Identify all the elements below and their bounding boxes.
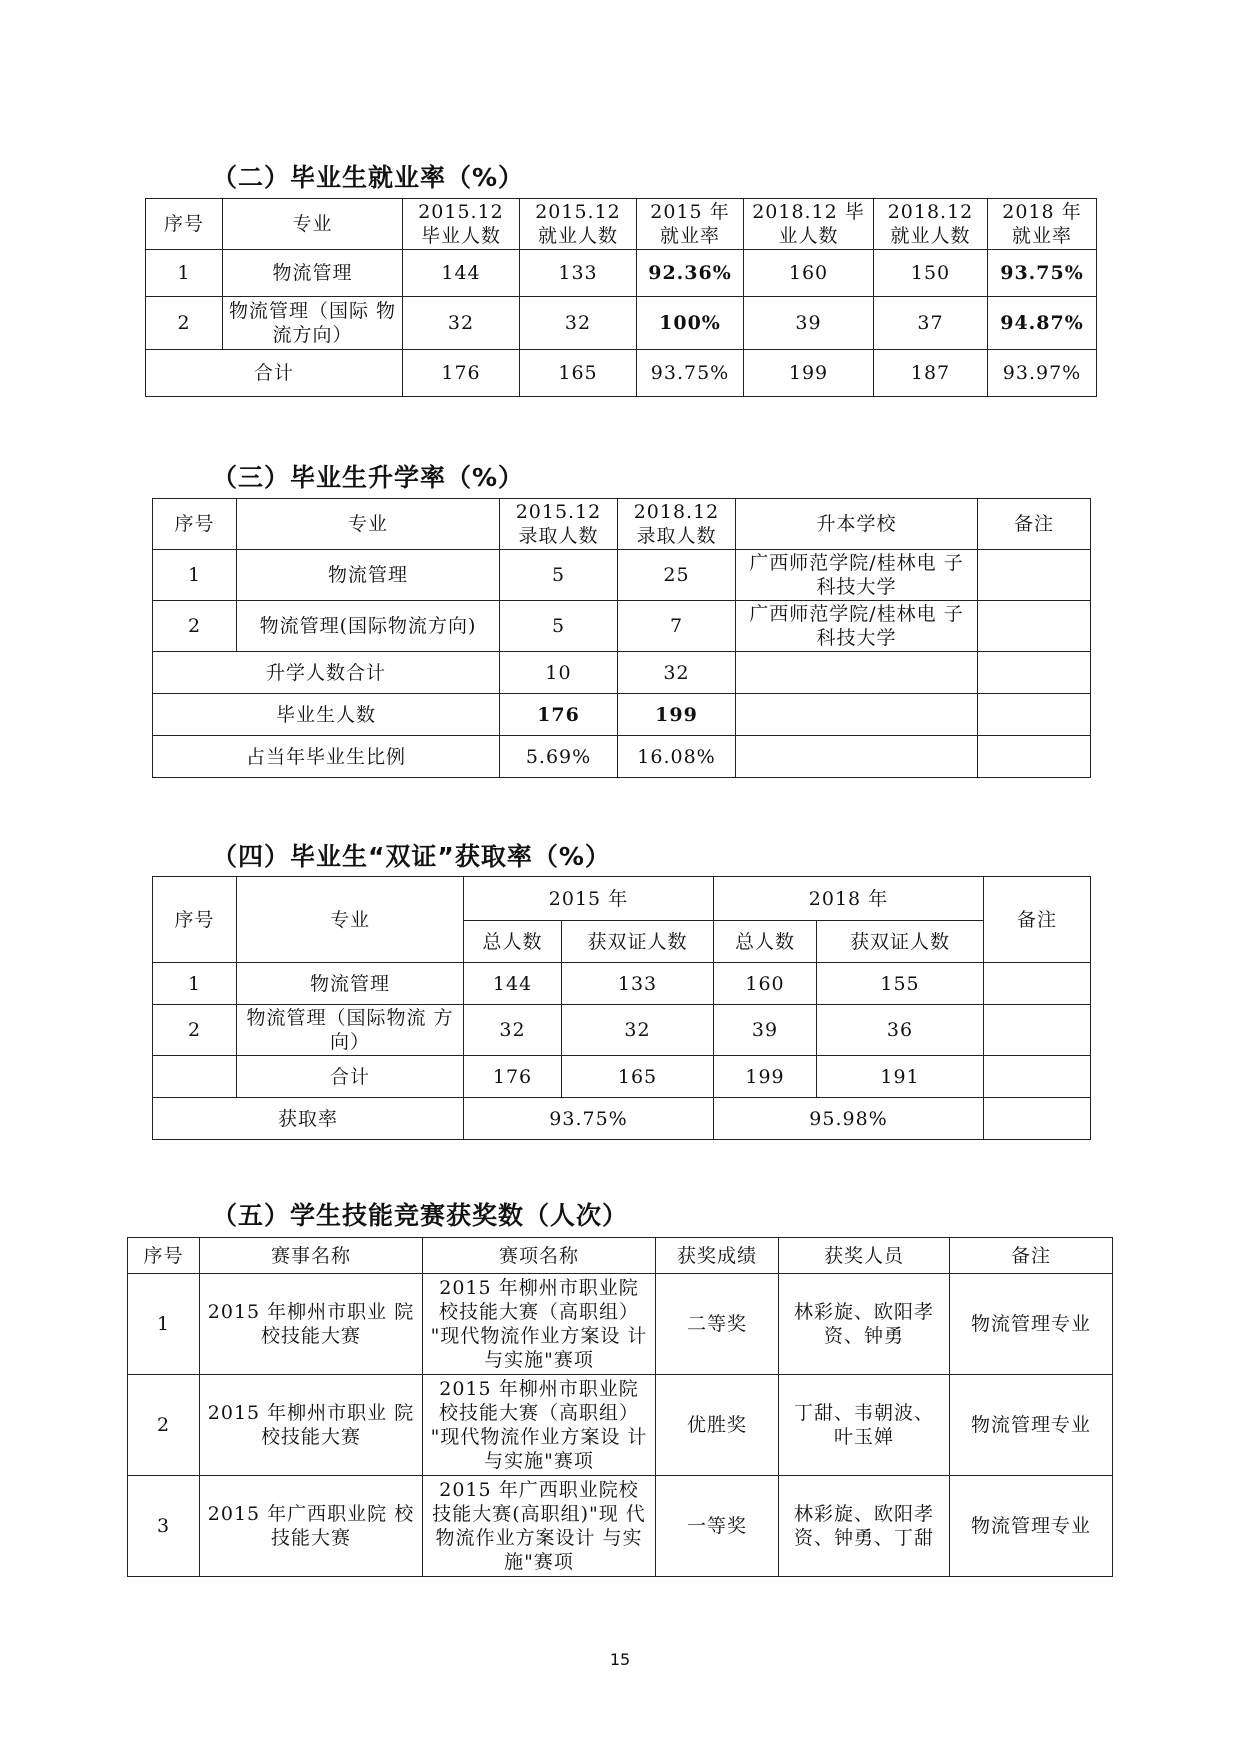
further-study-title: （三）毕业生升学率（%）: [212, 463, 525, 492]
table-cell: 93.97%: [988, 350, 1097, 397]
table-cell: 199: [714, 1056, 817, 1098]
table-cell: 95.98%: [714, 1098, 984, 1140]
table-cell: 176: [403, 350, 520, 397]
table-cell: 39: [714, 1005, 817, 1056]
total-row: [146, 350, 1097, 397]
table-cell: 1: [153, 550, 237, 601]
header-cell: 备注: [984, 877, 1091, 963]
table-cell: 3: [128, 1476, 200, 1577]
table-cell: 2: [146, 297, 223, 350]
summary-label: 占当年毕业生比例: [153, 736, 500, 778]
table-cell: [978, 550, 1091, 601]
header-cell: 备注: [978, 499, 1091, 550]
table-cell: 176: [464, 1056, 562, 1098]
header-cell: 获双证人数: [562, 921, 714, 963]
table-cell: 1: [146, 250, 223, 297]
table-cell: 39: [744, 297, 874, 350]
table-row: [128, 1375, 1113, 1476]
table-cell: [984, 1005, 1091, 1056]
employment-header-row: [146, 199, 1097, 250]
table-cell: 93.75%: [637, 350, 744, 397]
table-row: [128, 1476, 1113, 1577]
table-row: [153, 601, 1091, 652]
table-cell: 176: [500, 694, 618, 736]
header-cell: 赛事名称: [200, 1238, 423, 1274]
rate-row: [153, 1098, 1091, 1140]
table-cell: [984, 1098, 1091, 1140]
table-cell: 36: [817, 1005, 984, 1056]
certificates-header-row: [153, 877, 1091, 921]
table-cell: 5: [500, 601, 618, 652]
table-cell: 1: [128, 1274, 200, 1375]
table-row: [153, 963, 1091, 1005]
header-cell: 2015 年: [464, 877, 714, 921]
header-cell: 2018.12 毕 业人数: [744, 199, 874, 250]
header-cell: 序号: [146, 199, 223, 250]
header-cell: 获奖成绩: [656, 1238, 779, 1274]
header-cell: 2015 年 就业率: [637, 199, 744, 250]
header-cell: 升本学校: [736, 499, 978, 550]
table-cell: 199: [618, 694, 736, 736]
header-cell: 2015.12 毕业人数: [403, 199, 520, 250]
table-cell: 物流管理专业: [950, 1375, 1113, 1476]
table-cell: 物流管理: [237, 550, 500, 601]
header-cell: 2018.12 录取人数: [618, 499, 736, 550]
header-cell: 2018 年 就业率: [988, 199, 1097, 250]
table-cell: [978, 652, 1091, 694]
header-cell: 专业: [237, 499, 500, 550]
header-cell: 2018 年: [714, 877, 984, 921]
table-cell: [978, 736, 1091, 778]
awards-header-row: [128, 1238, 1113, 1274]
total-row: [153, 1056, 1091, 1098]
further-study-table: [152, 498, 1091, 778]
table-row: [153, 1005, 1091, 1056]
header-cell: 总人数: [464, 921, 562, 963]
header-cell: 专业: [237, 877, 464, 963]
table-cell: 广西师范学院/桂林电 子科技大学: [736, 601, 978, 652]
table-cell: 2015 年广西职业院 校技能大赛: [200, 1476, 423, 1577]
awards-title: （五）学生技能竞赛获奖数（人次）: [212, 1201, 629, 1230]
table-cell: 5: [500, 550, 618, 601]
table-cell: 优胜奖: [656, 1375, 779, 1476]
table-cell: 144: [403, 250, 520, 297]
header-cell: 2015.12 录取人数: [500, 499, 618, 550]
header-cell: 获奖人员: [779, 1238, 950, 1274]
table-cell: 物流管理（国际 物流方向）: [223, 297, 403, 350]
summary-row: [153, 694, 1091, 736]
table-cell: 5.69%: [500, 736, 618, 778]
table-cell: 191: [817, 1056, 984, 1098]
table-cell: [978, 601, 1091, 652]
table-cell: 37: [874, 297, 988, 350]
table-cell: 2015 年柳州市职业 院校技能大赛: [200, 1274, 423, 1375]
further-study-header-row: [153, 499, 1091, 550]
header-cell: 备注: [950, 1238, 1113, 1274]
summary-label: 升学人数合计: [153, 652, 500, 694]
table-cell: 32: [520, 297, 637, 350]
table-cell: 100%: [637, 297, 744, 350]
table-cell: 25: [618, 550, 736, 601]
table-cell: 物流管理专业: [950, 1476, 1113, 1577]
table-cell: [984, 963, 1091, 1005]
table-cell: [736, 736, 978, 778]
table-cell: 丁甜、韦朝波、 叶玉婵: [779, 1375, 950, 1476]
table-row: [146, 297, 1097, 350]
page-number: 15: [609, 1650, 631, 1669]
rate-label: 获取率: [153, 1098, 464, 1140]
table-cell: 165: [562, 1056, 714, 1098]
table-cell: 2: [153, 601, 237, 652]
header-cell: 专业: [223, 199, 403, 250]
total-label: 合计: [146, 350, 403, 397]
table-cell: 32: [618, 652, 736, 694]
table-cell: 92.36%: [637, 250, 744, 297]
certificates-table: [152, 876, 1091, 1140]
header-cell: 序号: [128, 1238, 200, 1274]
summary-label: 毕业生人数: [153, 694, 500, 736]
header-cell: 2015.12 就业人数: [520, 199, 637, 250]
table-cell: 广西师范学院/桂林电 子科技大学: [736, 550, 978, 601]
table-cell: 10: [500, 652, 618, 694]
table-cell: 7: [618, 601, 736, 652]
table-cell: 2015 年柳州市职业院 校技能大赛（高职组） "现代物流作业方案设 计与实施"赛项: [423, 1375, 656, 1476]
header-cell: 总人数: [714, 921, 817, 963]
summary-row: [153, 736, 1091, 778]
table-cell: 物流管理: [223, 250, 403, 297]
table-cell: 160: [714, 963, 817, 1005]
table-cell: 1: [153, 963, 237, 1005]
table-cell: 32: [403, 297, 520, 350]
table-cell: 林彩旋、欧阳孝 资、钟勇、丁甜: [779, 1476, 950, 1577]
table-row: [146, 250, 1097, 297]
table-cell: 32: [464, 1005, 562, 1056]
table-cell: 2015 年柳州市职业 院校技能大赛: [200, 1375, 423, 1476]
table-cell: 一等奖: [656, 1476, 779, 1577]
awards-table: [127, 1237, 1113, 1577]
table-row: [153, 550, 1091, 601]
header-cell: 2018.12 就业人数: [874, 199, 988, 250]
table-cell: 133: [562, 963, 714, 1005]
table-cell: 150: [874, 250, 988, 297]
table-cell: [978, 694, 1091, 736]
employment-table: [145, 198, 1097, 397]
table-cell: 144: [464, 963, 562, 1005]
table-cell: 二等奖: [656, 1274, 779, 1375]
table-cell: 林彩旋、欧阳孝 资、钟勇: [779, 1274, 950, 1375]
header-cell: 获双证人数: [817, 921, 984, 963]
table-cell: 16.08%: [618, 736, 736, 778]
table-cell: 199: [744, 350, 874, 397]
table-cell: 物流管理专业: [950, 1274, 1113, 1375]
header-cell: 赛项名称: [423, 1238, 656, 1274]
table-cell: 2: [128, 1375, 200, 1476]
table-cell: 165: [520, 350, 637, 397]
table-cell: 物流管理（国际物流 方向）: [237, 1005, 464, 1056]
certificates-title: （四）毕业生“双证”获取率（%）: [212, 842, 611, 871]
table-cell: 187: [874, 350, 988, 397]
table-cell: [153, 1056, 237, 1098]
table-cell: 物流管理: [237, 963, 464, 1005]
table-cell: 2015 年柳州市职业院 校技能大赛（高职组） "现代物流作业方案设 计与实施"赛项: [423, 1274, 656, 1375]
table-cell: 155: [817, 963, 984, 1005]
table-cell: 2: [153, 1005, 237, 1056]
table-cell: [736, 652, 978, 694]
table-cell: [736, 694, 978, 736]
employment-title: （二）毕业生就业率（%）: [212, 163, 525, 192]
table-cell: 93.75%: [464, 1098, 714, 1140]
header-cell: 序号: [153, 877, 237, 963]
table-cell: [984, 1056, 1091, 1098]
table-cell: 合计: [237, 1056, 464, 1098]
table-cell: 94.87%: [988, 297, 1097, 350]
table-cell: 93.75%: [988, 250, 1097, 297]
table-row: [128, 1274, 1113, 1375]
summary-row: [153, 652, 1091, 694]
header-cell: 序号: [153, 499, 237, 550]
table-cell: 2015 年广西职业院校 技能大赛(高职组)"现 代物流作业方案设计 与实施"赛项: [423, 1476, 656, 1577]
table-cell: 物流管理(国际物流方向): [237, 601, 500, 652]
table-cell: 32: [562, 1005, 714, 1056]
table-cell: 160: [744, 250, 874, 297]
table-cell: 133: [520, 250, 637, 297]
